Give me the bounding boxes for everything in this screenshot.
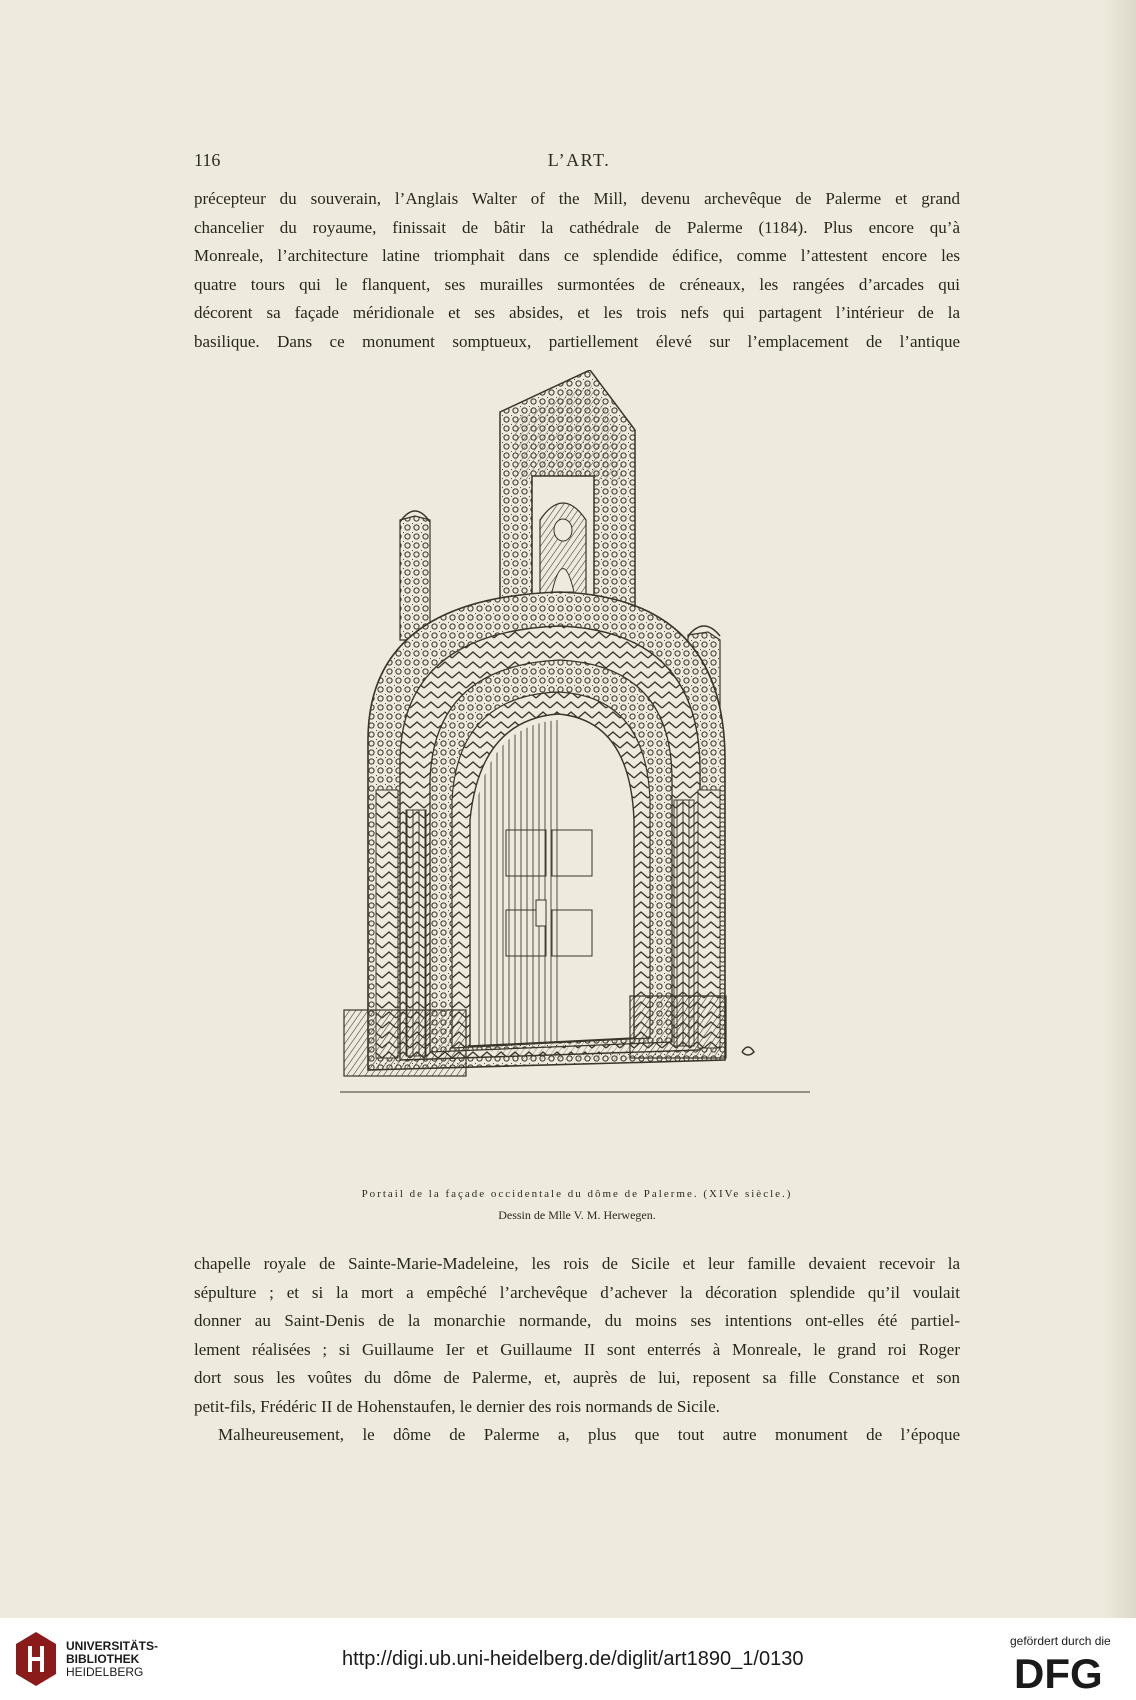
dfg-logo-text: DFG [1014, 1650, 1103, 1694]
text-line: décorent sa façade méridionale et ses absides, et les trois nefs qui partagent l’intérieur de la [194, 303, 960, 322]
library-logo-icon [14, 1630, 58, 1688]
digitization-footer [0, 1618, 1136, 1700]
running-title: L’ART. [547, 150, 611, 170]
text-line: petit-fils, Frédéric II de Hohenstaufen, le dernier des rois normands de Sicile. [194, 1396, 720, 1416]
page-number: 116 [194, 150, 221, 170]
text-line: dort sous les voûtes du dôme de Palerme, et, auprès de lui, reposent sa fille Constance et son [194, 1368, 960, 1387]
body-text-top [194, 185, 960, 356]
body-text-bottom [194, 1250, 960, 1450]
text-line: lement réalisées ; si Guillaume Ier et Guillaume II sont enterrés à Monreale, le grand roi Roger [194, 1339, 960, 1359]
text-line: basilique. Dans ce monument somptueux, partiellement élevé sur l’emplacement de l’antique [194, 331, 960, 351]
text-line: chancelier du royaume, finissait de bâtir la cathédrale de Palerme (1184). Plus encore qu’à [194, 217, 960, 237]
text-line: chapelle royale de Sainte-Marie-Madeleine, les rois de Sicile et leur famille devaient recevoir la [194, 1254, 960, 1273]
text-line: quatre tours qui le flanquent, ses murailles surmontées de créneaux, les rangées d’arcades qui [194, 274, 960, 294]
library-name-line: UNIVERSITÄTS- [66, 1639, 159, 1653]
text-line: précepteur du souverain, l’Anglais Walter of the Mill, devenu archevêque de Palerme et grand [194, 189, 960, 208]
text-line: Malheureusement, le dôme de Palerme a, plus que tout autre monument de l’époque [218, 1425, 960, 1444]
portal-engraving [340, 370, 810, 1182]
dfg-logo-icon [1012, 1648, 1128, 1694]
permalink-url[interactable]: http://digi.ub.uni-heidelberg.de/diglit/art1890_1/0130 [342, 1648, 804, 1670]
figure-credit: Dessin de Mlle V. M. Herwegen. [498, 1208, 656, 1222]
text-line: sépulture ; et si la mort a empêché l’archevêque d’achever la décoration splendide qu’il voulait [194, 1282, 960, 1302]
library-name-line: BIBLIOTHEK [66, 1652, 140, 1666]
library-name-line: HEIDELBERG [66, 1665, 144, 1679]
text-line: donner au Saint-Denis de la monarchie normande, du moins ses intentions ont-elles été partiel- [194, 1311, 960, 1330]
figure-caption: Portail de la façade occidentale du dôme de Palerme. (XIVe siècle.) [361, 1188, 793, 1200]
page-header [194, 150, 964, 180]
funding-note: gefördert durch die [1010, 1634, 1111, 1648]
text-line: Monreale, l’architecture latine triomphait dans ce splendide édifice, comme l’attestent encore les [194, 246, 960, 265]
library-name [66, 1640, 158, 1679]
